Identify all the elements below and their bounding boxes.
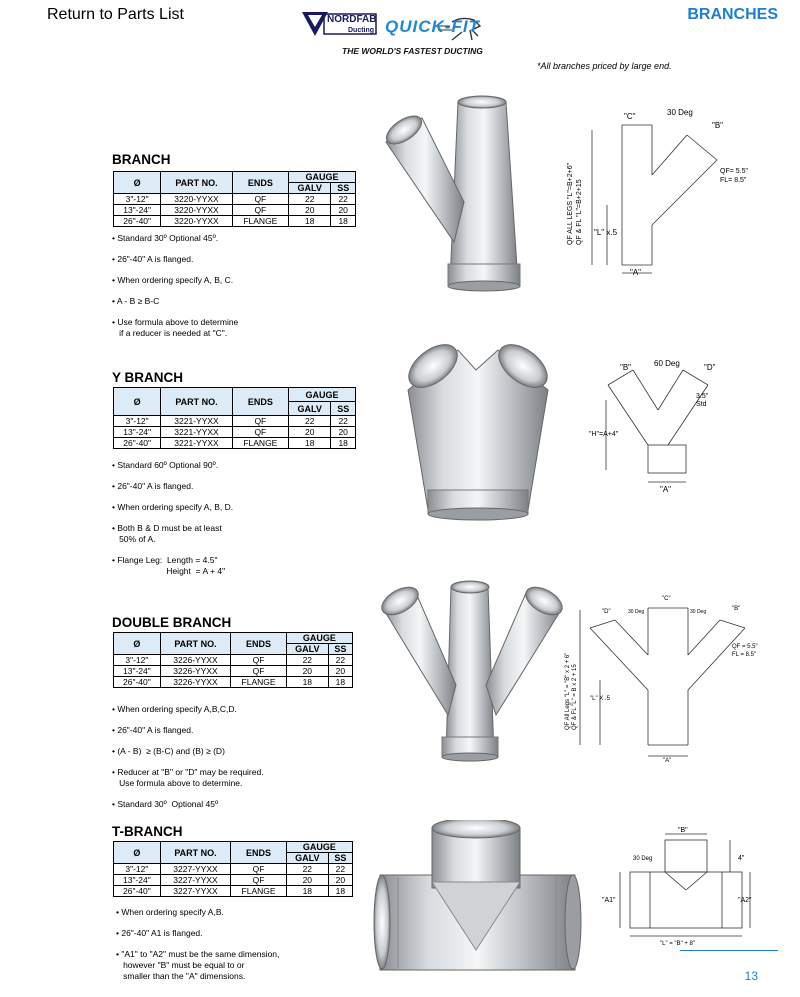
cell: 26"-40" [114,886,161,897]
col-part-no: PART NO. [161,388,232,416]
cell: 3"-12" [114,864,161,875]
cell: 3227-YYXX [160,875,230,886]
col-gauge: GAUGE [289,172,356,183]
note: • A - B ≥ B-C [112,296,160,306]
cell: 3"-12" [114,655,161,666]
diagram-label-c: "C" [624,112,636,121]
diagram-label-l: "L" = "B" + 8" [660,941,696,947]
diagram-label-qf: QF = 5.5" [732,644,758,650]
diagram-label-angle: 30 Deg [633,856,653,862]
cell: 13"-24" [114,427,161,438]
section-title-t-branch: T-BRANCH [112,824,183,839]
col-diameter: Ø [114,842,161,864]
cell: 22 [286,864,328,875]
diagram-label-lx5: "L" x.5 [594,228,618,237]
cell: FLANGE [232,216,288,227]
cell: QF [231,666,287,677]
y-branch-diagram [588,350,738,495]
note: • 26"-40" A1 is flanged. [116,928,203,938]
table-row [114,677,353,688]
table-row [114,438,356,449]
note: • When ordering specify A, B, C. [112,275,234,285]
y-branch-photo [388,330,568,530]
t-branch-spec-table [113,841,353,897]
note: • "A1" to "A2" must be the same dimension, however "B" must be equal to or smaller than the "A" dimensions. [116,949,280,981]
diagram-label-std: 3.5" [696,393,709,400]
cell: 20 [289,427,331,438]
y-branch-notes [112,460,233,587]
col-galv: GALV [289,402,331,416]
note: • Standard 60º Optional 90º. [112,460,219,470]
cell: 13"-24" [114,666,161,677]
note: • Flange Leg: Length = 4.5" Height = A + 4" [112,555,226,576]
double-branch-spec-table [113,632,353,688]
note: • 26"-40" A is flanged. [112,481,194,491]
table-row [114,875,353,886]
diagram-label-angle: 30 Deg [628,609,645,615]
branch-diagram [552,105,787,280]
diagram-label-a: "A" [660,485,672,494]
col-galv: GALV [289,183,331,194]
cell: 22 [286,655,328,666]
note: • (A - B) ≥ (B-C) and (B) ≥ (D) [112,746,225,756]
cell: FLANGE [231,677,287,688]
col-ss: SS [328,644,352,655]
note: • 26"-40" A is flanged. [112,725,194,735]
diagram-label-a: "A" [630,268,642,277]
cell: 26"-40" [114,216,161,227]
diagram-label-h: "H"=A+4" [589,431,619,438]
cell: 18 [331,216,356,227]
diagram-label-lx5: "L" X .5 [590,696,610,702]
col-ss: SS [331,183,356,194]
cell: 18 [328,677,352,688]
cell: 20 [331,427,356,438]
cell: 3220-YYXX [161,216,232,227]
cell: FLANGE [231,886,287,897]
col-diameter: Ø [114,633,161,655]
cell: 18 [286,886,328,897]
branch-spec-table [113,171,356,227]
col-part-no: PART NO. [160,842,230,864]
branch-notes [112,233,238,349]
cell: QF [231,655,287,666]
cell: QF [232,194,288,205]
t-branch-diagram [600,822,770,947]
table-row [114,864,353,875]
diagram-label-a1: "A1" [602,897,616,904]
table-row [114,655,353,666]
diagram-label-four: 4" [738,855,745,862]
cell: 3227-YYXX [160,886,230,897]
cell: 13"-24" [114,875,161,886]
diagram-label-std2: Std [696,401,707,408]
cell: QF [231,875,287,886]
note: • When ordering specify A,B. [116,907,224,917]
logo-product: QUICK-FIT [385,17,480,36]
section-title-branch: BRANCH [112,152,171,167]
cell: 22 [289,194,331,205]
cell: QF [232,205,288,216]
diagram-label-b: "B" [678,827,688,834]
diagram-label-side2: QF & FL "L"=B+2+15 [576,179,583,245]
page-number: 13 [744,969,758,983]
cell: 22 [328,864,352,875]
cell: 22 [331,416,356,427]
table-row [114,416,356,427]
y-branch-spec-table [113,387,356,449]
table-row [114,194,356,205]
diagram-label-b: "B" [620,363,632,372]
footer-rule [680,950,778,951]
logo-brand: NORDFAB [327,14,377,25]
col-gauge: GAUGE [286,842,352,853]
col-part-no: PART NO. [160,633,230,655]
cell: 18 [328,886,352,897]
cell: 3220-YYXX [161,194,232,205]
col-ends: ENDS [232,388,288,416]
cell: 3"-12" [114,416,161,427]
diagram-label-angle2: 30 Deg [690,609,707,615]
diagram-label-c: "C" [662,596,671,602]
diagram-label-d: "D" [602,609,611,615]
cell: 3"-12" [114,194,161,205]
t-branch-notes [116,907,279,992]
table-row [114,216,356,227]
col-gauge: GAUGE [286,633,352,644]
diagram-label-a: "A" [663,758,672,764]
cell: 20 [328,666,352,677]
cell: FLANGE [232,438,288,449]
col-diameter: Ø [114,388,161,416]
col-galv: GALV [286,644,328,655]
cell: 22 [331,194,356,205]
return-to-parts-link[interactable]: Return to Parts List [47,6,184,23]
cell: 18 [286,677,328,688]
table-row [114,427,356,438]
logo-tagline: THE WORLD'S FASTEST DUCTING [342,46,483,56]
col-ss: SS [331,402,356,416]
cell: 3226-YYXX [160,655,230,666]
diagram-label-side: QF ALL LEGS "L"=B+2+6" [567,162,574,245]
cell: 20 [331,205,356,216]
diagram-label-b: "B" [712,121,724,130]
section-title-y-branch: Y BRANCH [112,370,184,385]
cell: 18 [331,438,356,449]
double-branch-diagram [560,580,785,765]
diagram-label-angle: 60 Deg [654,359,680,368]
col-ends: ENDS [232,172,288,194]
diagram-label-d: "D" [704,363,716,372]
diagram-label-a2: "A2" [738,897,752,904]
cell: QF [232,427,288,438]
diagram-label-qf: QF= 5.5" [720,168,748,175]
note: • When ordering specify A, B, D. [112,502,234,512]
diagram-label-side: QF All Legs "L" = "B" x 2 + 6" [565,652,571,730]
diagram-label-side2: QF & FL "L" = B x 2 + 15 [572,664,578,730]
diagram-label-b: "B" [732,606,741,612]
note: • When ordering specify A,B,C,D. [112,704,237,714]
cell: 18 [289,216,331,227]
cell: 26"-40" [114,438,161,449]
col-gauge: GAUGE [289,388,356,402]
diagram-label-angle: 30 Deg [667,108,693,117]
cell: 13"-24" [114,205,161,216]
double-branch-photo [376,575,576,765]
cell: 22 [289,416,331,427]
cell: 20 [289,205,331,216]
cell: 3227-YYXX [160,864,230,875]
logo-sub: Ducting [348,27,375,34]
note: • Standard 30º Optional 45º. [112,233,219,243]
note: • Reducer at "B" or "D" may be required. Use formula above to determine. [112,767,264,788]
note: • Use formula above to determine if a reducer is needed at "C". [112,317,239,338]
section-title-double-branch: DOUBLE BRANCH [112,615,232,630]
cell: 26"-40" [114,677,161,688]
cell: 3221-YYXX [161,416,232,427]
cell: 3226-YYXX [160,677,230,688]
col-ends: ENDS [231,633,287,655]
double-branch-notes [112,704,264,820]
note: • Both B & D must be at least 50% of A. [112,523,222,544]
note: • 26"-40" A is flanged. [112,254,194,264]
cell: 3221-YYXX [161,427,232,438]
table-row [114,205,356,216]
col-part-no: PART NO. [161,172,232,194]
diagram-label-fl: FL= 8.5" [720,177,747,184]
col-ends: ENDS [231,842,287,864]
table-row [114,666,353,677]
cell: 3220-YYXX [161,205,232,216]
t-branch-photo [370,820,585,990]
cell: 3221-YYXX [161,438,232,449]
page-title: BRANCHES [687,6,778,23]
cell: 20 [286,666,328,677]
cell: QF [232,416,288,427]
col-ss: SS [328,853,352,864]
cell: 20 [286,875,328,886]
cell: 18 [289,438,331,449]
price-note: *All branches priced by large end. [537,61,672,71]
cell: QF [231,864,287,875]
cell: 22 [328,655,352,666]
diagram-label-fl: FL = 8.5" [732,652,757,658]
table-row [114,886,353,897]
col-galv: GALV [286,853,328,864]
cell: 3226-YYXX [160,666,230,677]
branch-photo [378,92,538,298]
note: • Standard 30º Optional 45º [112,799,219,809]
col-diameter: Ø [114,172,161,194]
cell: 20 [328,875,352,886]
